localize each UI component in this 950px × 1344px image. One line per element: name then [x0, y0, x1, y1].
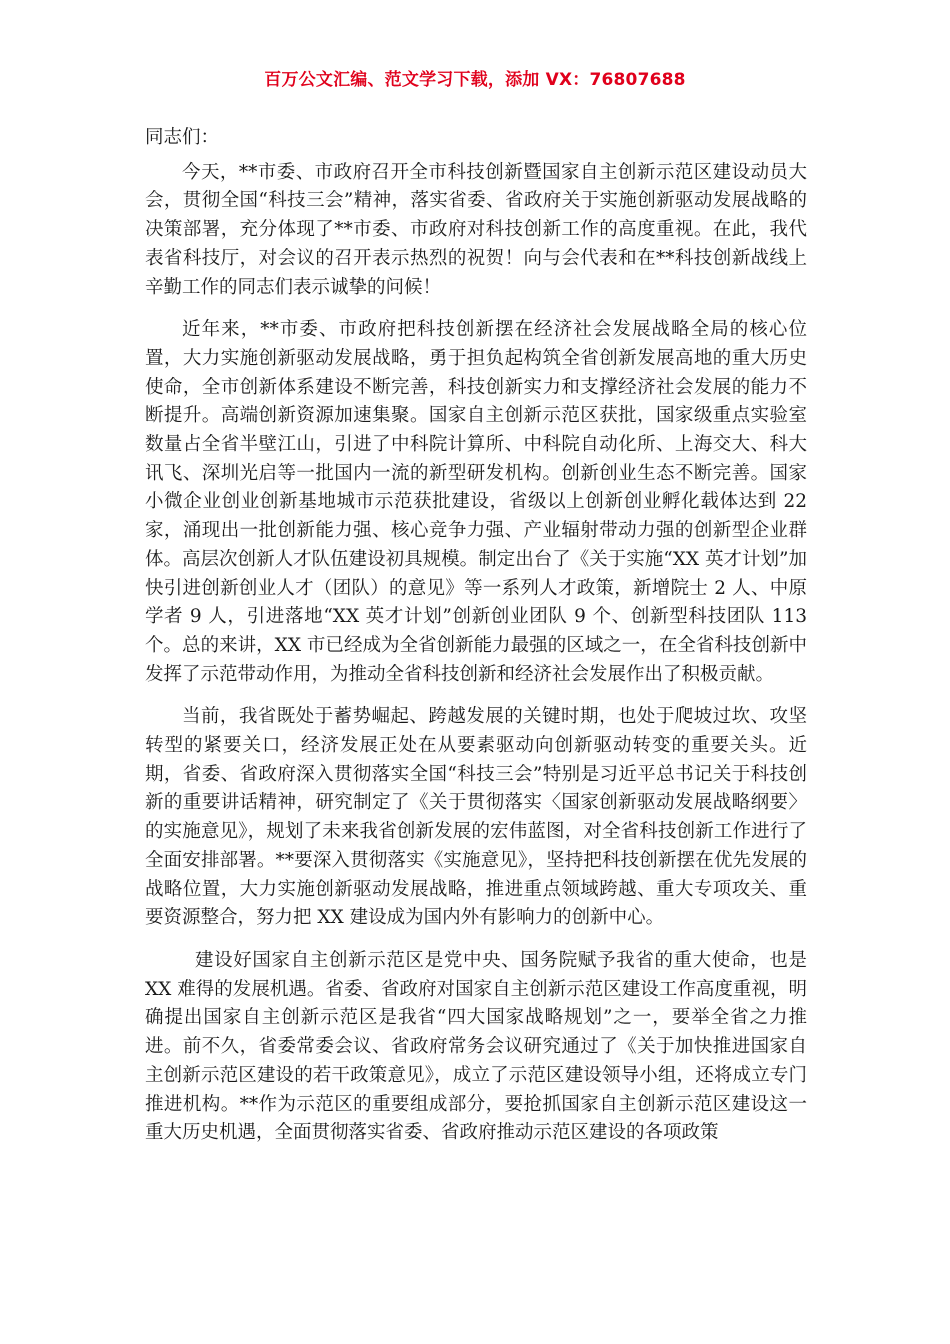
salutation: 同志们：	[145, 127, 220, 148]
paragraph-achievements: 近年来，**市委、市政府把科技创新摆在经济社会发展战略全局的核心位置，大力实施创新驱动发展战略，勇于担负起构筑全省创新发展高地的重大历史使命，全市创新体系建设不断完善，科技创新实力和支撑经济社会发展的能力不断提升。高端创新资源加速集聚。国家自主创新示范区获批，国家级重点实验室数量占全省半壁江山，引进了中科院计算所、中科院自动化所、上海交大、科大讯飞、深圳光启等一批国内一流的新型研发机构。创新创业生态不断完善。国家小微企业创业创新基地城市示范获批建设，省级以上创新创业孵化载体达到 22 家，涌现出一批创新能力强、核心竞争力强、产业辐射带动力强的创新型企业群体。高层次创新人才队伍建设初具规模。制定出台了《关于实施“XX 英才计划”加快引进创新创业人才（团队）的意见》等一系列人才政策，新增院士 2 人、中原学者 9 人，引进落地“XX 英才计划”创新创业团队 9 个、创新型科技团队 113 个。总的来讲，XX 市已经成为全省创新能力最强的区域之一，在全省科技创新中发挥了示范带动作用，为推动全省科技创新和经济社会发展作出了积极贡献。	[145, 319, 807, 685]
paragraph-opening: 今天，**市委、市政府召开全市科技创新暨国家自主创新示范区建设动员大会，贯彻全国“科技三会”精神，落实省委、省政府关于实施创新驱动发展战略的决策部署，充分体现了**市委、市政府对科技创新工作的高度重视。在此，我代表省科技厅，对会议的召开表示热烈的祝贺！向与会代表和在**科技创新战线上辛勤工作的同志们表示诚挚的问候！	[145, 161, 807, 298]
paragraph-demonstration-zone: 建设好国家自主创新示范区是党中央、国务院赋予我省的重大使命，也是 XX 难得的发展机遇。省委、省政府对国家自主创新示范区建设工作高度重视，明确提出国家自主创新示范区是我省“四大国家战略规划”之一，要举全省之力推进。前不久，省委常委会议、省政府常务会议研究通过了《关于加快推进国家自主创新示范区建设的若干政策意见》，成立了示范区建设领导小组，还将成立专门推进机构。**作为示范区的重要组成部分，要抢抓国家自主创新示范区建设这一重大历史机遇，全面贯彻落实省委、省政府推动示范区建设的各项政策	[145, 949, 807, 1144]
paragraph-current-situation: 当前，我省既处于蓄势崛起、跨越发展的关键时期，也处于爬坡过坎、攻坚转型的紧要关口，经济发展正处在从要素驱动向创新驱动转变的重要关头。近期，省委、省政府深入贯彻落实全国“科技三会”特别是习近平总书记关于科技创新的重要讲话精神，研究制定了《关于贯彻落实〈国家创新驱动发展战略纲要〉的实施意见》，规划了未来我省创新发展的宏伟蓝图，对全省科技创新工作进行了全面安排部署。**要深入贯彻落实《实施意见》，坚持把科技创新摆在优先发展的战略位置，大力实施创新驱动发展战略，推进重点领域跨越、重大专项攻关、重要资源整合，努力把 XX 建设成为国内外有影响力的创新中心。	[145, 706, 807, 929]
watermark-header: 百万公文汇编、范文学习下载，添加 VX：76807688	[264, 70, 686, 90]
document-body	[145, 124, 807, 1162]
